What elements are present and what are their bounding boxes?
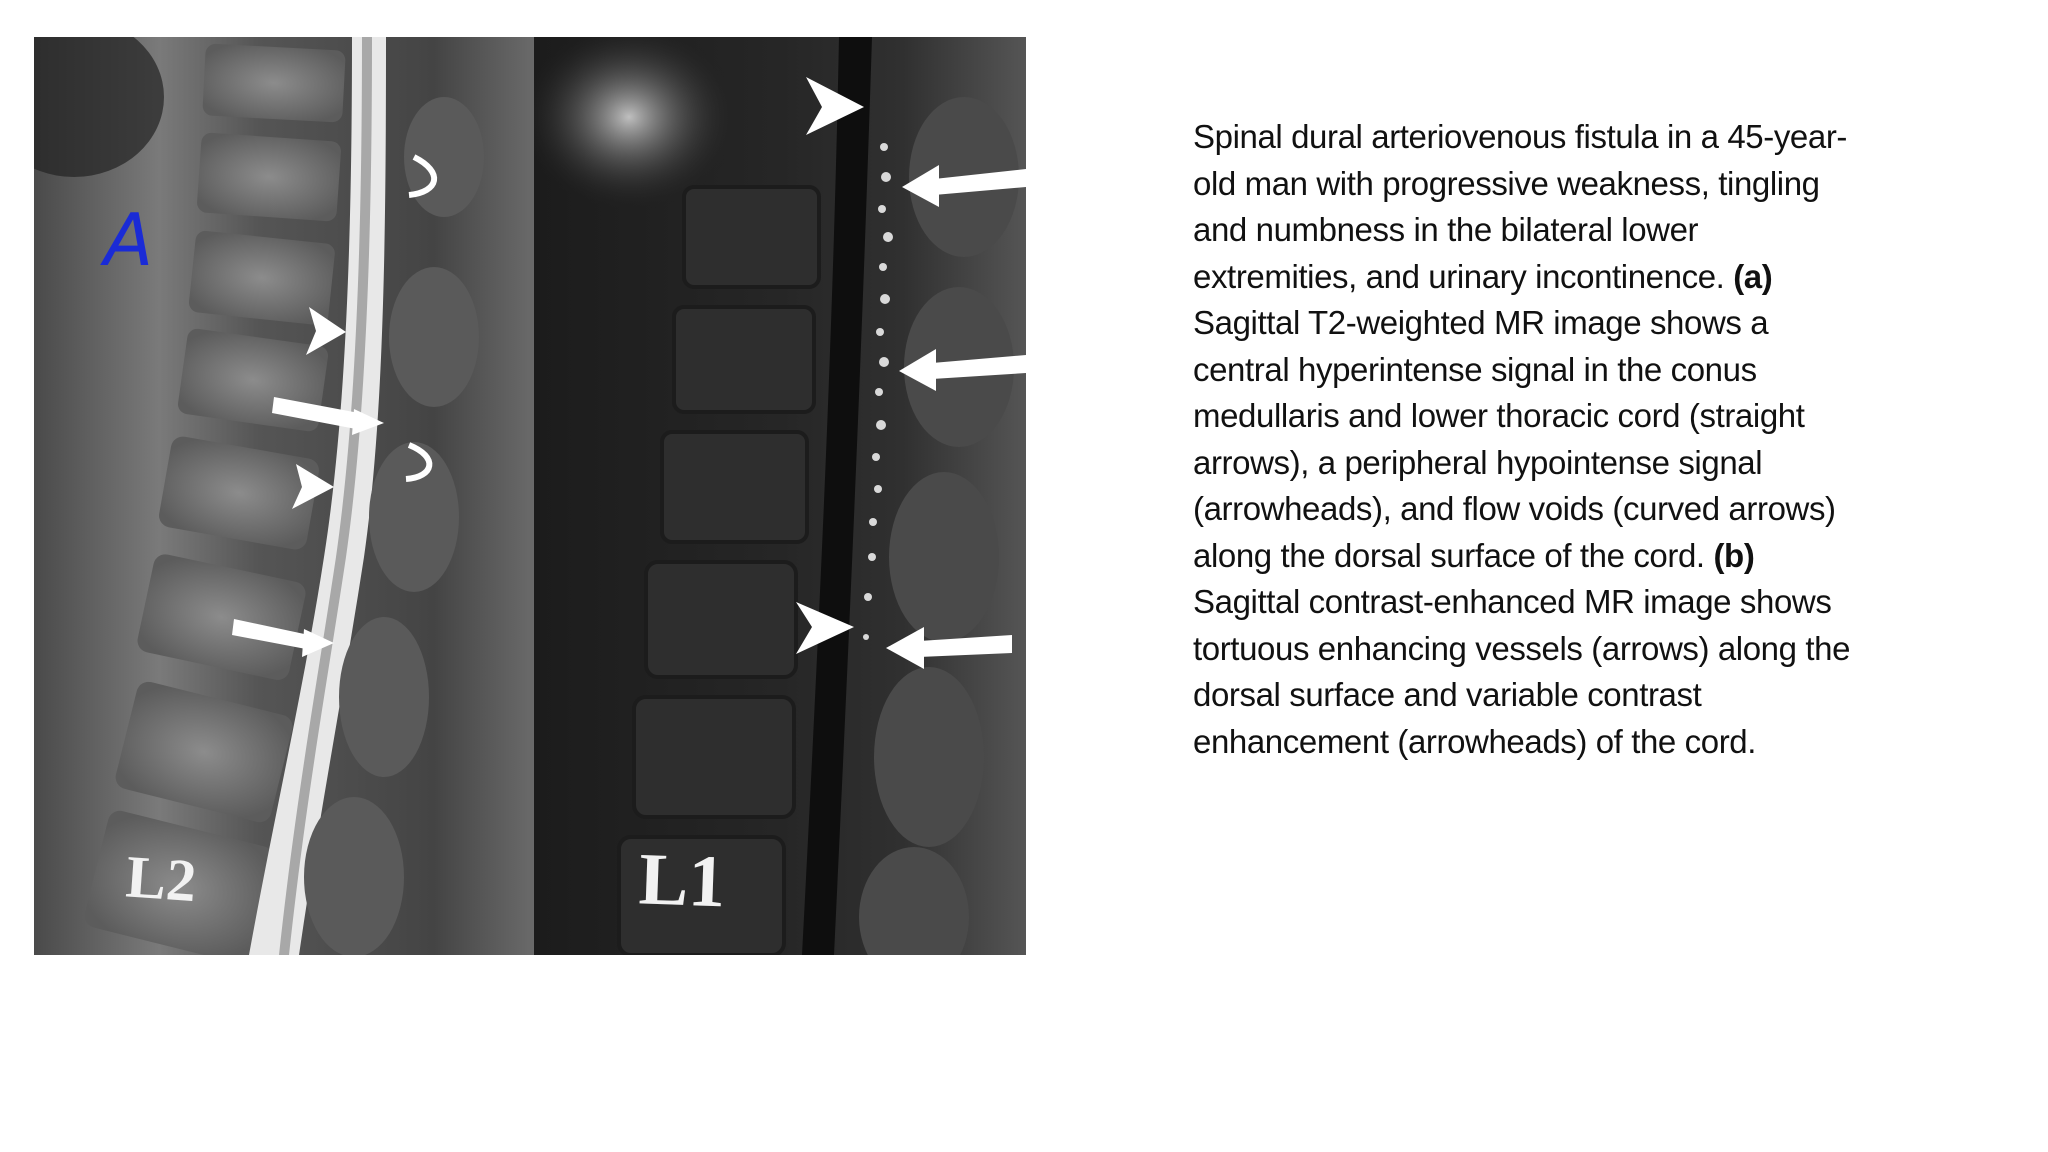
vertebra-label-l2: L2 [123,843,199,915]
mri-figure [34,37,1026,955]
mri-image-a [34,37,534,955]
figure-caption [1193,114,1853,765]
caption-part-b-label: (b) [1713,536,1755,574]
caption-part-a-label: (a) [1733,257,1773,295]
mri-panel-b [534,37,1026,955]
handwritten-label-a: A [104,198,154,282]
vertebra-label-l1: L1 [637,838,727,924]
caption-part-a-text: Sagittal T2-weighted MR image shows a central hyperintense signal in the conus medullaris and lower thoracic cord (straight arrows), a peripheral hypointense signal (arrowheads), and flow voids (curved arrows) along the dorsal surface of the cord. [1193,304,1836,574]
mri-image-b [534,37,1026,955]
caption-part-b-text: Sagittal contrast-enhanced MR image shows tortuous enhancing vessels (arrows) along the dorsal surface and variable contrast enhancement (arrowheads) of the cord. [1193,583,1851,760]
caption-intro: Spinal dural arteriovenous fistula in a 45-year-old man with progressive weakness, tingling and numbness in the bilateral lower extremities, and urinary incontinence. [1193,118,1847,295]
mri-panel-a [34,37,534,955]
